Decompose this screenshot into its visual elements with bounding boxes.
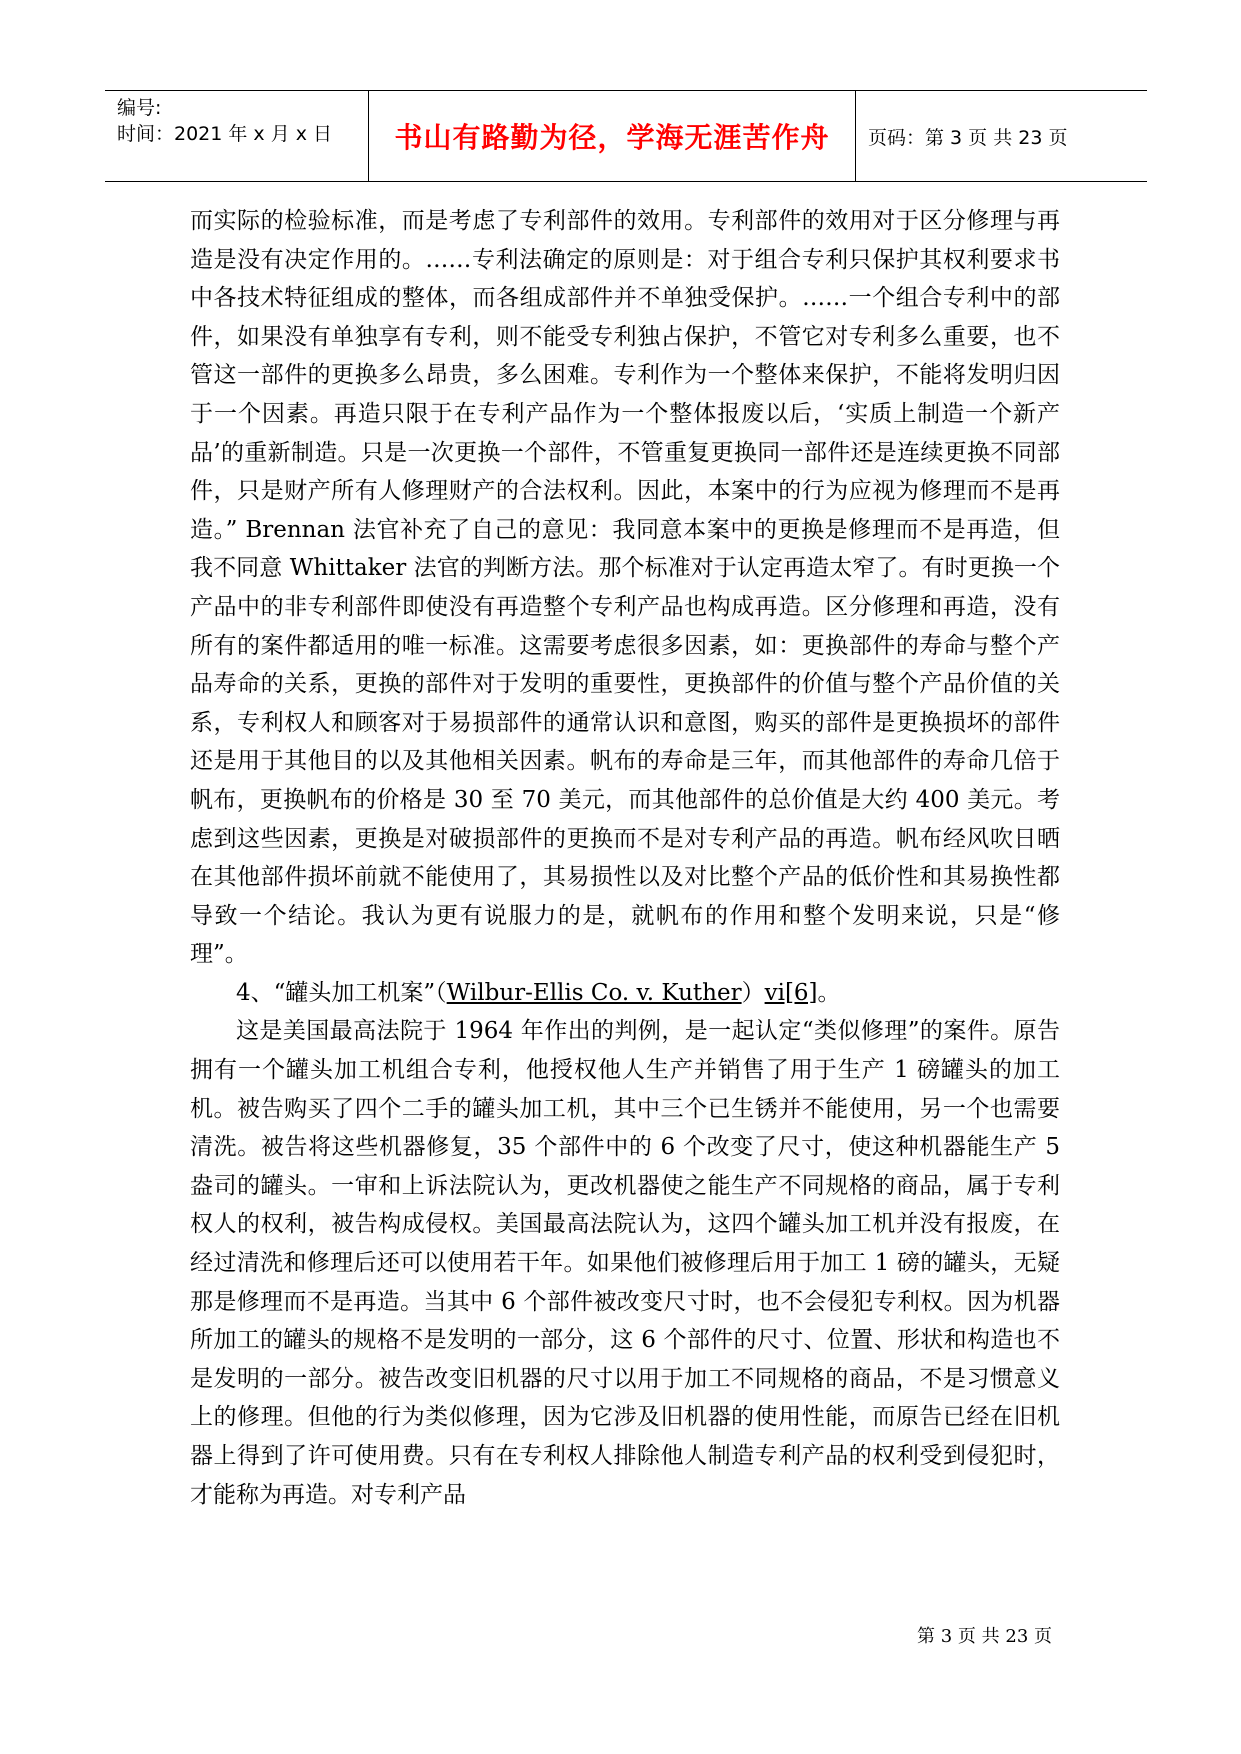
case-heading-mid: ） [741, 979, 765, 1006]
case-heading-prefix: 4、“罐头加工机案”（ [236, 979, 447, 1006]
case-heading-suffix: 。 [817, 979, 841, 1006]
header-meta-cell [105, 91, 369, 181]
case-name-link[interactable]: Wilbur-Ellis Co. v. Kuther [446, 979, 742, 1006]
header-motto: 书山有路勤为径，学海无涯苦作舟 [394, 121, 830, 154]
document-time-label: 时间：2021 年 x 月 x 日 [117, 123, 333, 145]
page-footer: 第 3 页 共 23 页 [917, 1626, 1052, 1647]
header-page-info: 页码：第 3 页 共 23 页 [868, 126, 1068, 149]
document-number-label: 编号: [117, 97, 162, 119]
header-page-cell [856, 91, 1147, 181]
footnote-reference-link[interactable]: vi[6] [764, 979, 818, 1006]
header-motto-cell [369, 91, 856, 181]
case-heading [190, 974, 1060, 1013]
paragraph-continued: 而实际的检验标准，而是考虑了专利部件的效用。专利部件的效用对于区分修理与再造是没有决定作用的。……专利法确定的原则是：对于组合专利只保护其权利要求书中各技术特征组成的整体，而各组成部件并不单独受保护。……一个组合专利中的部件，如果没有单独享有专利，则不能受专利独占保护，不管它对专利多么重要，也不管这一部件的更换多么昂贵，多么困难。专利作为一个整体来保护，不能将发明归因于一个因素。再造只限于在专利产品作为一个整体报废以后，‘实质上制造一个新产品’的重新制造。只是一次更换一个部件，不管重复更换同一部件还是连续更换不同部件，只是财产所有人修理财产的合法权利。因此，本案中的行为应视为修理而不是再造。” Brennan 法官补充了自己的意见：我同意本案中的更换是修理而不是再造，但我不同意 Whittaker 法官的判断方法。那个标准对于认定再造太窄了。有时更换一个产品中的非专利部件即使没有再造整个专利产品也构成再造。区分修理和再造，没有所有的案件都适用的唯一标准。这需要考虑很多因素，如：更换部件的寿命与整个产品寿命的关系，更换的部件对于发明的重要性，更换部件的价值与整个产品价值的关系，专利权人和顾客对于易损部件的通常认识和意图，购买的部件是更换损坏的部件还是用于其他目的以及其他相关因素。帆布的寿命是三年，而其他部件的寿命几倍于帆布，更换帆布的价格是 30 至 70 美元，而其他部件的总价值是大约 400 美元。考虑到这些因素，更换是对破损部件的更换而不是对专利产品的再造。帆布经风吹日晒在其他部件损坏前就不能使用了，其易损性以及对比整个产品的低价性和其易换性都导致一个结论。我认为更有说服力的是，就帆布的作用和整个发明来说，只是“修理”。 [190, 208, 1060, 968]
case-description-paragraph: 这是美国最高法院于 1964 年作出的判例，是一起认定“类似修理”的案件。原告拥有一个罐头加工机组合专利，他授权他人生产并销售了用于生产 1 磅罐头的加工机。被告购买了四个二手的罐头加工机，其中三个已生锈并不能使用，另一个也需要清洗。被告将这些机器修复，35 个部件中的 6 个改变了尺寸，使这种机器能生产 5 盎司的罐头。一审和上诉法院认为，更改机器使之能生产不同规格的商品，属于专利权人的权利，被告构成侵权。美国最高法院认为，这四个罐头加工机并没有报废，在经过清洗和修理后还可以使用若干年。如果他们被修理后用于加工 1 磅的罐头，无疑那是修理而不是再造。当其中 6 个部件被改变尺寸时，也不会侵犯专利权。因为机器所加工的罐头的规格不是发明的一部分，这 6 个部件的尺寸、位置、形状和构造也不是发明的一部分。被告改变旧机器的尺寸以用于加工不同规格的商品，不是习惯意义上的修理。但他的行为类似修理，因为它涉及旧机器的使用性能，而原告已经在旧机器上得到了许可使用费。只有在专利权人排除他人制造专利产品的权利受到侵犯时，才能称为再造。对专利产品 [190, 1018, 1060, 1508]
page-header [105, 90, 1147, 182]
document-body [190, 202, 1060, 1514]
